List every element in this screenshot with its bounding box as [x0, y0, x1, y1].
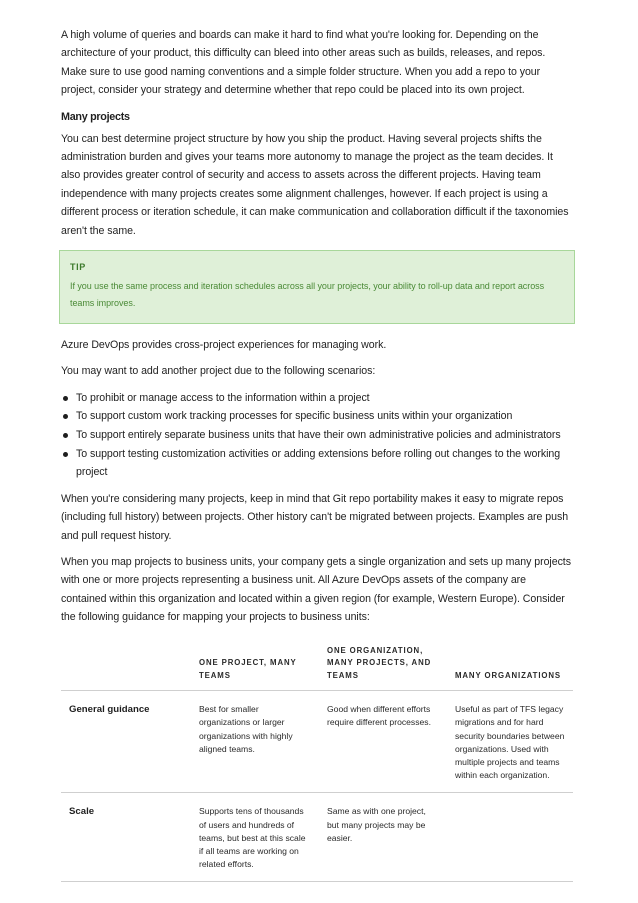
table-cell — [447, 793, 573, 882]
column-header: ONE PROJECT, MANY TEAMS — [199, 658, 297, 680]
comparison-table — [61, 645, 573, 883]
git-portability-paragraph: When you're considering many projects, keep in mind that Git repo portability makes it easy to migrate repos (including full history) between projects. Other history can't be migrated between projects. Examples are push and pull request history. — [61, 492, 569, 542]
scenarios-list — [61, 389, 573, 482]
table-row — [61, 793, 573, 882]
list-item: To prohibit or manage access to the information within a project — [61, 389, 573, 408]
tip-body: If you use the same process and iteration schedules across all your projects, your ability to roll-up data and report across teams improves. — [70, 281, 545, 308]
mapping-paragraph: When you map projects to business units, your company gets a single organization and sets up many projects with one or more projects representing a business unit. All Azure DevOps assets of the company are contained within this organization and located within a given region (for example, Western Europe). Consider the following guidance for mapping your projects to business units: — [61, 556, 571, 624]
bullet-icon — [63, 396, 68, 401]
table-cell: Same as with one project, but many projects may be easier. — [327, 806, 426, 843]
list-item: To support entirely separate business units that have their own administrative policies and administrators — [61, 426, 573, 445]
column-header — [61, 645, 191, 691]
section-heading: Many projects — [61, 110, 130, 123]
row-header: Scale — [69, 806, 95, 818]
list-item: To support custom work tracking processes for specific business units within your organization — [61, 407, 573, 426]
section-body: You can best determine project structure by how you ship the product. Having several projects shifts the administration burden and gives your teams more autonomy to manage the project as the team decides. It also provides greater control of security and access to assets across the different projects. Having team independence with many projects creates some alignment challenges, however. If each project is using a different process or iteration schedule, it can make communication and collaboration difficult if the taxonomies aren't the same. — [61, 132, 569, 237]
column-header: MANY ORGANIZATIONS — [455, 670, 562, 680]
bullet-icon — [63, 414, 68, 419]
table-header-row — [61, 645, 573, 691]
bullet-icon — [63, 452, 68, 457]
table-cell: Best for smaller organizations or larger organizations with highly aligned teams. — [199, 704, 293, 754]
table-cell: Supports tens of thousands of users and hundreds of teams, but best at this scale if all teams are working on related efforts. — [199, 806, 306, 870]
document-page — [61, 26, 573, 882]
bullet-icon — [63, 433, 68, 438]
intro-paragraph: A high volume of queries and boards can make it hard to find what you're looking for. Depending on the architecture of your product, this difficulty can bleed into other areas such as builds, releases, and repos. Make sure to use good naming conventions and a simple folder structure. When you add a repo to your project, consider your strategy and determine whether that repo could be placed into its own project. — [61, 29, 546, 97]
column-header: ONE ORGANIZATION, MANY PROJECTS, AND TEAMS — [327, 645, 432, 680]
table-cell: Good when different efforts require different processes. — [327, 704, 431, 728]
table-cell: Useful as part of TFS legacy migrations and for hard security boundaries between organizations. Used with multiple projects and teams within each organization. — [455, 704, 565, 781]
list-item: To support testing customization activities or adding extensions before rolling out changes to the working project — [61, 445, 573, 482]
tip-callout — [59, 250, 575, 324]
row-header: General guidance — [69, 704, 150, 716]
tip-title: TIP — [70, 262, 86, 273]
cross-project-paragraph: Azure DevOps provides cross-project experiences for managing work. — [61, 339, 387, 352]
scenarios-intro: You may want to add another project due to the following scenarios: — [61, 365, 376, 378]
table-row — [61, 691, 573, 793]
